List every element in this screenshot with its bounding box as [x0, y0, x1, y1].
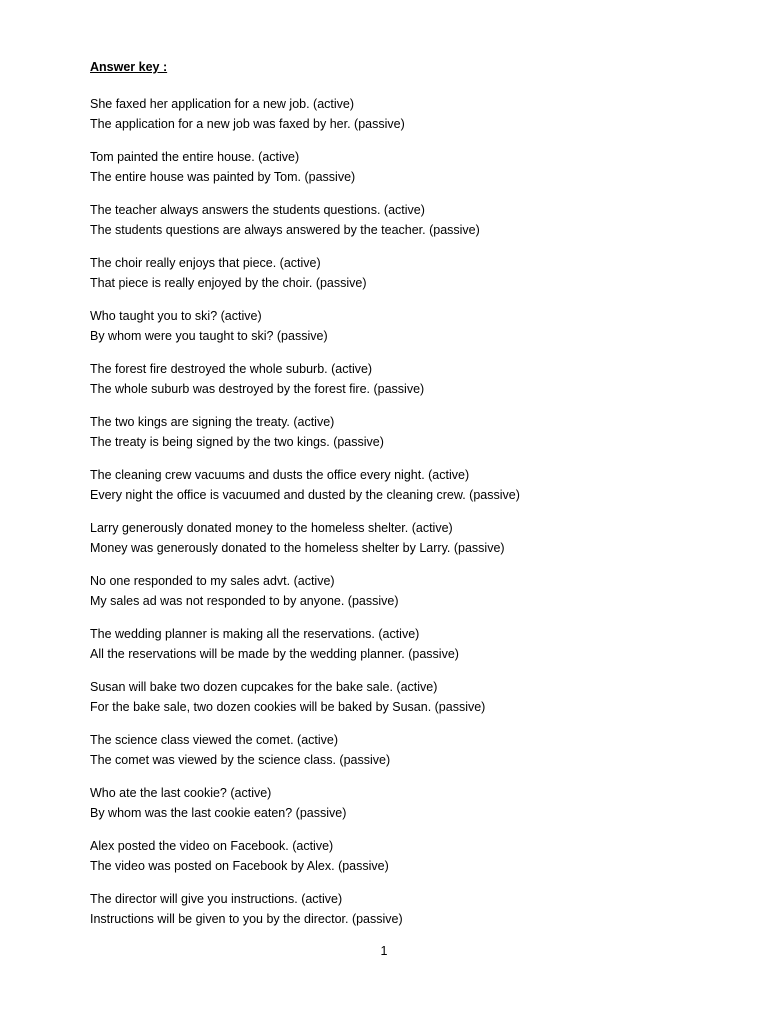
- passive-sentence: All the reservations will be made by the wedding planner. (passive): [90, 647, 459, 661]
- passive-sentence: The treaty is being signed by the two kings. (passive): [90, 435, 384, 449]
- active-sentence: No one responded to my sales advt. (active): [90, 574, 335, 588]
- sentence-pair: [90, 518, 730, 571]
- sentence-pair: [90, 730, 730, 783]
- sentence-pair: [90, 147, 730, 200]
- passive-sentence: The application for a new job was faxed by her. (passive): [90, 117, 405, 131]
- passive-sentence: By whom were you taught to ski? (passive): [90, 329, 328, 343]
- sentence-pair: [90, 889, 730, 942]
- active-sentence: The wedding planner is making all the reservations. (active): [90, 627, 420, 641]
- passive-sentence: Money was generously donated to the homeless shelter by Larry. (passive): [90, 541, 505, 555]
- active-sentence: Susan will bake two dozen cupcakes for the bake sale. (active): [90, 680, 438, 694]
- passive-sentence: By whom was the last cookie eaten? (passive): [90, 806, 347, 820]
- sentence-pair: [90, 412, 730, 465]
- active-sentence: The cleaning crew vacuums and dusts the office every night. (active): [90, 468, 470, 482]
- page-number: 1: [380, 944, 388, 958]
- passive-sentence: Instructions will be given to you by the director. (passive): [90, 912, 403, 926]
- sentence-pair: [90, 359, 730, 412]
- passive-sentence: Every night the office is vacuumed and dusted by the cleaning crew. (passive): [90, 488, 520, 502]
- active-sentence: The teacher always answers the students questions. (active): [90, 203, 425, 217]
- sentence-pair: [90, 200, 730, 253]
- active-sentence: She faxed her application for a new job. (active): [90, 97, 355, 111]
- sentence-pair: [90, 465, 730, 518]
- sentence-pair: [90, 624, 730, 677]
- sentence-pair: [90, 306, 730, 359]
- active-sentence: Alex posted the video on Facebook. (active): [90, 839, 334, 853]
- active-sentence: Tom painted the entire house. (active): [90, 150, 300, 164]
- active-sentence: The two kings are signing the treaty. (active): [90, 415, 335, 429]
- sentence-pair: [90, 783, 730, 836]
- passive-sentence: My sales ad was not responded to by anyone. (passive): [90, 594, 399, 608]
- active-sentence: Who ate the last cookie? (active): [90, 786, 272, 800]
- active-sentence: The forest fire destroyed the whole suburb. (active): [90, 362, 373, 376]
- sentence-pair: [90, 94, 730, 147]
- passive-sentence: For the bake sale, two dozen cookies will be baked by Susan. (passive): [90, 700, 486, 714]
- passive-sentence: The students questions are always answered by the teacher. (passive): [90, 223, 480, 237]
- sentence-pair: [90, 253, 730, 306]
- passive-sentence: That piece is really enjoyed by the choir. (passive): [90, 276, 367, 290]
- sentence-pair: [90, 677, 730, 730]
- sentence-pair: [90, 571, 730, 624]
- active-sentence: The choir really enjoys that piece. (active): [90, 256, 321, 270]
- passive-sentence: The whole suburb was destroyed by the forest fire. (passive): [90, 382, 425, 396]
- sentence-pair: [90, 836, 730, 889]
- passive-sentence: The comet was viewed by the science class. (passive): [90, 753, 391, 767]
- passive-sentence: The entire house was painted by Tom. (passive): [90, 170, 356, 184]
- active-sentence: The director will give you instructions. (active): [90, 892, 343, 906]
- passive-sentence: The video was posted on Facebook by Alex. (passive): [90, 859, 389, 873]
- active-sentence: The science class viewed the comet. (active): [90, 733, 339, 747]
- answer-key-heading: Answer key :: [90, 60, 168, 74]
- active-sentence: Who taught you to ski? (active): [90, 309, 262, 323]
- sentence-pairs-list: [90, 94, 730, 942]
- active-sentence: Larry generously donated money to the homeless shelter. (active): [90, 521, 453, 535]
